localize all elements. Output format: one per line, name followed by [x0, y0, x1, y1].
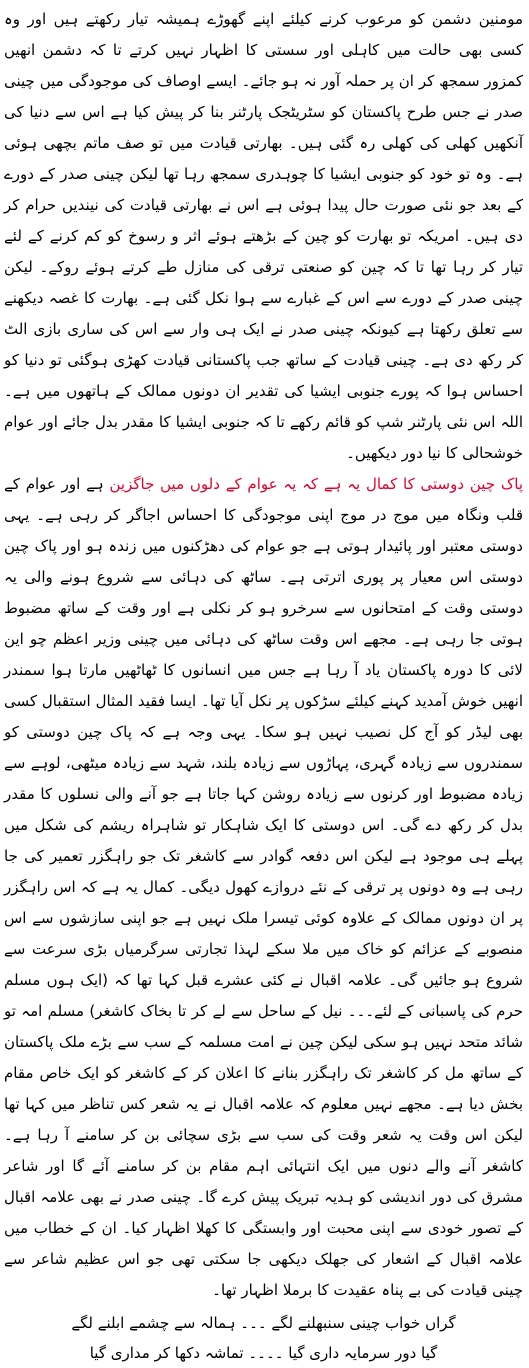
poem-line-1: گراں خواب چینی سنبھلنے لگے ۔۔۔ ہمالہ سے چشمے ابلنے لگے	[71, 1314, 456, 1332]
poem-line-2: گیا دور سرمایہ داری گیا ۔۔۔۔ تماشہ دکھا کر مداری گیا	[89, 1344, 438, 1362]
article-paragraph-2	[4, 469, 523, 1306]
paragraph-2-body: ہے اور عوام کے قلب ونگاہ میں موج در موج اپنی موجودگی کا احساس اجاگر کر رہی ہے۔ یہی دوستی معتبر اور پائیدار ہوتی ہے جو عوام کی دھڑکنوں میں زندہ ہو اور پاک چین دوستی اس معیار پر پوری اترتی ہے۔ ساٹھ کی دہائی سے شروع ہونے والی یہ دوستی وقت کے امتحانوں سے سرخرو ہو کر نکلی ہے اور وقت کے ساتھ مضبوط ہوتی جا رہی ہے۔ مجھے اس وقت ساٹھ کی دہائی میں چینی وزیر اعظم چو این لائی کا دورہ پاکستان یاد آ رہا ہے جس میں انسانوں کا ٹھاٹھیں مارتا ہوا سمندر انھیں خوش آمدید کہنے کیلئے سڑکوں پر نکل آیا تھا۔ ایسا فقید المثال استقبال کسی بھی لیڈر کو آج کل نصیب نہیں ہو سکا۔ یہی وجہ ہے کہ پاک چین دوستی کو سمندروں سے زیادہ گہری، پہاڑوں سے زیادہ بلند، شہد سے زیادہ میٹھی، لوہے سے زیادہ مضبوط اور کرنوں سے زیادہ روشن کہا جاتا ہے جو آنے والی نسلوں کا مقدر بدل کر رکھ دے گی۔ اس دوستی کا ایک شاہکار تو شاہراہ ریشم کی شکل میں پہلے ہی موجود ہے لیکن اس دفعہ گوادر سے کاشغر تک جو راہگزر تعمیر کی جا رہی ہے وہ دونوں پر ترقی کے نئے دروازے کھول دیگی۔ کمال یہ ہے کہ اس راہگزر پر ان دونوں ممالک کے علاوہ کوئی تیسرا ملک نہیں ہے جو اپنی سازشوں سے اس منصوبے کے عزائم کو خاک میں ملا سکے لہذا تجارتی سرگرمیاں بڑی سرعت سے شروع ہو جائیں گی۔ علامہ اقبال نے کئی عشرے قبل کہا تھا کہ (ایک ہوں مسلم حرم کی پاسبانی کے لئے۔۔۔ نیل کے ساحل سے لے کر تا بخاک کاشغر) مسلم امہ تو شائد متحد نہیں ہو سکی لیکن چین نے امت مسلمہ کے سب سے بڑے ملک پاکستان کے ساتھ مل کر کاشغر تک راہگزر بنانے کا اعلان کر کے کاشغر کو ایک خاص مقام بخش دیا ہے۔ مجھے نہیں معلوم کہ علامہ اقبال نے یہ شعر کس تناظر میں کہا تھا لیکن اس وقت یہ شعر وقت کی سب سے بڑی سچائی بن کر سامنے آ رہا ہے۔ کاشغر آنے والے دنوں میں ایک انتہائی اہم مقام بن کر سامنے آئے گا اور شاعر مشرق کی دور اندیشی کو ہدیہ تبریک پیش کرے گا۔ چینی صدر نے بھی علامہ اقبال کے تصور خودی سے اپنی محبت اور وابستگی کا کھلا اظہار کیا۔ ان کے خطاب میں علامہ اقبال کے اشعار کی جھلک دیکھی جا سکتی تھی جو اس عظیم شاعر سے چینی قیادت کی بے پناہ عقیدت کا برملا اظہار تھا۔	[4, 475, 523, 1299]
highlighted-phrase: پاک چین دوستی کا کمال یہ ہے کہ یہ عوام کے دلوں میں جاگزین	[109, 475, 524, 493]
poem-couplet	[4, 1308, 523, 1368]
article-paragraph-1: مومنین دشمن کو مرعوب کرنے کیلئے اپنے گھوڑے ہمیشہ تیار رکھتے ہیں اور وہ کسی بھی حالت میں کاہلی اور سستی کا اظہار نہیں کرتے تا کہ دشمن انھیں کمزور سمجھ کر ان پر حملہ آور نہ ہو جائے۔ ایسے اوصاف کی موجودگی میں چینی صدر نے جس طرح پاکستان کو سٹریٹجک پارٹنر بنا کر پیش کیا ہے اس سے دنیا کی آنکھیں کھلی کی کھلی رہ گئی ہیں۔ بھارتی قیادت میں تو صف ماتم بچھی ہوئی ہے۔ وہ تو خود کو جنوبی ایشیا کا چوہدری سمجھ رہا تھا لیکن چینی صدر کے دورے کے بعد جو نئی صورت حال پیدا ہوئی ہے اس نے بھارتی قیادت کی نیندیں حرام کر دی ہیں۔ امریکہ تو بھارت کو چین کے بڑھتے ہوئے اثر و رسوخ کو کم کرنے کے لئے تیار کر رہا تھا تا کہ چین کو صنعتی ترقی کی منازل طے کرتے ہوئے روکے۔ لیکن چینی صدر کے دورے سے اس کے غبارے سے ہوا نکل گئی ہے۔ بھارت کا غصہ دیکھنے سے تعلق رکھتا ہے کیونکہ چینی صدر نے ایک ہی وار سے اس کی ساری بازی الٹ کر رکھ دی ہے۔ چینی قیادت کے ساتھ جب پاکستانی قیادت کھڑی ہوگئی تو دنیا کو احساس ہوا کہ پورے جنوبی ایشیا کی تقدیر ان دونوں ممالک کے ہاتھوں میں ہے۔ اللہ اس نئی پارٹنر شپ کو قائم رکھے تا کہ جنوبی ایشیا کا مقدر بدل جائے اور عوام خوشحالی کا نیا دور دیکھیں۔	[4, 10, 523, 462]
